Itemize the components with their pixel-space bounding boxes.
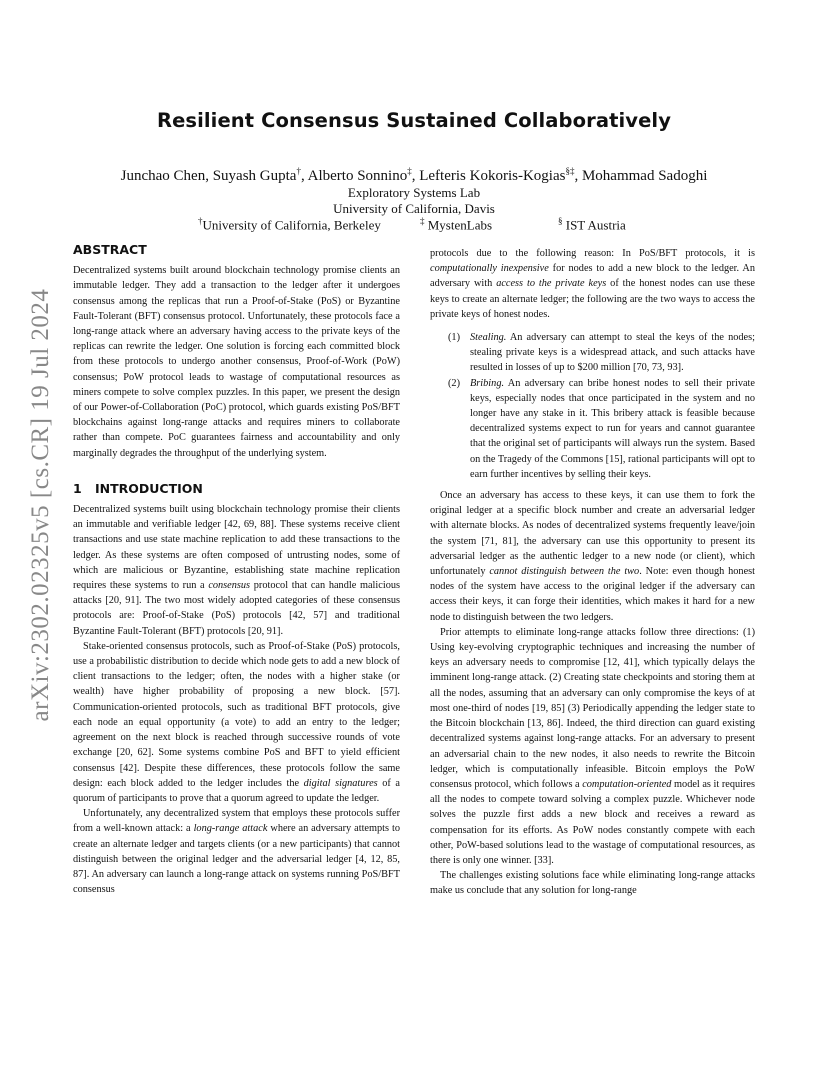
right-column — [430, 246, 755, 899]
right-paragraph-1: protocols due to the following reason: In PoS/BFT protocols, it is computationally inexpensive for nodes to add a new block to the ledger. An adversary with access to the private keys of the honest nodes can use these keys to create an alternate ledger; the following are the two ways to access the private keys of honest nodes. — [430, 248, 755, 320]
intro-paragraph-1: Decentralized systems built using blockchain technology promise their clients an immutable and verifiable ledger [42, 69, 88]. These systems receive client transactions and use state machine replication to add these transactions to the ledger. As these systems are often composed of untrusting nodes, some of which are malicious or Byzantine, establishing state machine replication requires these systems to run a consensus protocol that can handle malicious attacks [20, 91]. The two most widely adopted categories of these consensus protocols are: Proof-of-Stake (PoS) protocols [42, 57] and traditional Byzantine Fault-Tolerant (BFT) protocols [20, 91]. — [73, 504, 400, 637]
author-list: Junchao Chen, Suyash Gupta†, Alberto Sonnino‡, Lefteris Kokoris-Kogias§‡, Mohammad Sadoghi — [120, 166, 708, 184]
arxiv-identifier: arXiv:2302.02325v5 [cs.CR] 19 Jul 2024 — [27, 288, 54, 722]
affiliation-university: University of California, Davis — [333, 201, 495, 216]
intro-paragraph-2: Stake-oriented consensus protocols, such as Proof-of-Stake (PoS) protocols, use a probabilistic distribution to decide which node gets to add a new block of client transactions to the ledger; often, the nodes with a higher stake (or wealth) have higher probability of proposing a new block. [57]. Communication-oriented protocols, such as traditional BFT protocols, give each node an equal opportunity (a vote) to add an entry to the ledger; agreement on the next block is reached through successive rounds of vote exchange [20, 62]. Some systems combine PoS and BFT to yield efficient consensus [42]. Despite these differences, these protocols follow the same design: each block added to the ledger includes the digital signatures of a quorum of participants to prove that a quorum agreed to update the ledger. — [73, 640, 400, 804]
abstract-text: Decentralized systems built around blockchain technology promise clients an immutable ledger. They add a transaction to the ledger after it undergoes consensus among the replicas that run a Proof-of-Stake (PoS) or Byzantine Fault-Tolerant (BFT) consensus protocol. Unfortunately, these protocols face a long-range attack where an adversary having access to the private keys of the replicas can rewrite the ledger. One solution is forcing each committed block from these protocols to undergo another consensus, Proof-of-Work (PoW) consensus; PoW protocol leads to wastage of computational resources as miners compete to solve complex puzzles. In this paper, we present the design of our Power-of-Collaboration (PoC) protocol, which guards existing PoS/BFT blockchains against long-range attacks and requires miners to collaborate rather than compete. PoC guarantees fairness and accountability and only marginally degrades the throughput of the underlying system. — [73, 265, 400, 459]
key-access-list — [430, 330, 755, 482]
affiliation-ist: § IST Austria — [558, 216, 626, 233]
affiliation-lab: Exploratory Systems Lab — [347, 185, 481, 200]
right-paragraph-2: Once an adversary has access to these keys, it can use them to fork the original ledger at a specific block number and create an adversarial ledger with alternate blocks. As nodes of decentralized systems frequently leave/join the system [71, 81], the adversary can use this opportunity to present its adversarial ledger as the authentic ledger to a new node (or client), which unfortunately cannot distinguish between the two. Note: even though honest nodes of the system have access to the original ledger if the adversary can access their keys, it can forge their identities, which makes it hard for a new node to distinguish between the two ledgers. — [430, 490, 756, 623]
list-item-stealing: (1) Stealing. An adversary can attempt to steal the keys of the nodes; stealing private keys is a widespread attack, and such attacks have resulted in losses of up to $200 million [70, 73, 93]. — [448, 332, 755, 374]
abstract-heading: ABSTRACT — [73, 242, 147, 257]
left-column — [73, 242, 400, 897]
right-paragraph-3: Prior attempts to eliminate long-range attacks follow three directions: (1) Using key-evolving cryptographic techniques and increasing the number of keys an adversary needs to compromise [12, 41], which typically delays the imminent long-range attack. (2) Creating state checkpoints and storing them at all the nodes, assuming that an adversary can only compromise the keys of at most one-third of nodes [19, 85] (3) Periodically appending the ledger state to the Bitcoin blockchain [13, 86]. Indeed, the third direction can guard existing decentralized systems against long-range attacks. For an adversary to present an adversarial chain to the new nodes, it also needs to rewrite the Bitcoin ledger, which is computationally infeasible. Bitcoin employs the PoW consensus protocol, which follows a computation-oriented model as it requires all the nodes to compete toward solving a complex puzzle. Whichever node solves the puzzle first adds a new block and receives a reward as compensation for its efforts. As PoW nodes constantly compete with each other, PoW-based solutions lead to the wastage of computational resources, as there is only one winner. [33]. — [430, 626, 756, 866]
affiliation-berkeley: †University of California, Berkeley — [198, 216, 381, 233]
affiliation-mysten: ‡ MystenLabs — [420, 216, 493, 233]
intro-paragraph-3: Unfortunately, any decentralized system that employs these protocols suffer from a well-known attack: a long-range attack where an adversary attempts to create an alternate ledger and targets clients (or a new participants) that cannot distinguish between the original ledger and the adversarial ledger [4, 12, 85, 87]. An adversary can launch a long-range attack on systems running PoS/BFT consensus — [73, 808, 400, 896]
paper-title: Resilient Consensus Sustained Collaboratively — [156, 109, 672, 132]
list-item-bribing: (2) Bribing. An adversary can bribe honest nodes to sell their private keys, especially nodes that once participated in the system and no longer have any stake in it. This bribery attack is feasible because decentralized systems expect to run for years and cannot guarantee that the original set of participants will always run the system. Based on the Tragedy of the Commons [15], rational participants will opt to earn further incentives by selling their keys. — [448, 377, 755, 480]
introduction-heading: 1 INTRODUCTION — [73, 480, 203, 496]
right-paragraph-4: The challenges existing solutions face while eliminating long-range attacks make us conclude that any solution for long-range — [430, 870, 755, 897]
